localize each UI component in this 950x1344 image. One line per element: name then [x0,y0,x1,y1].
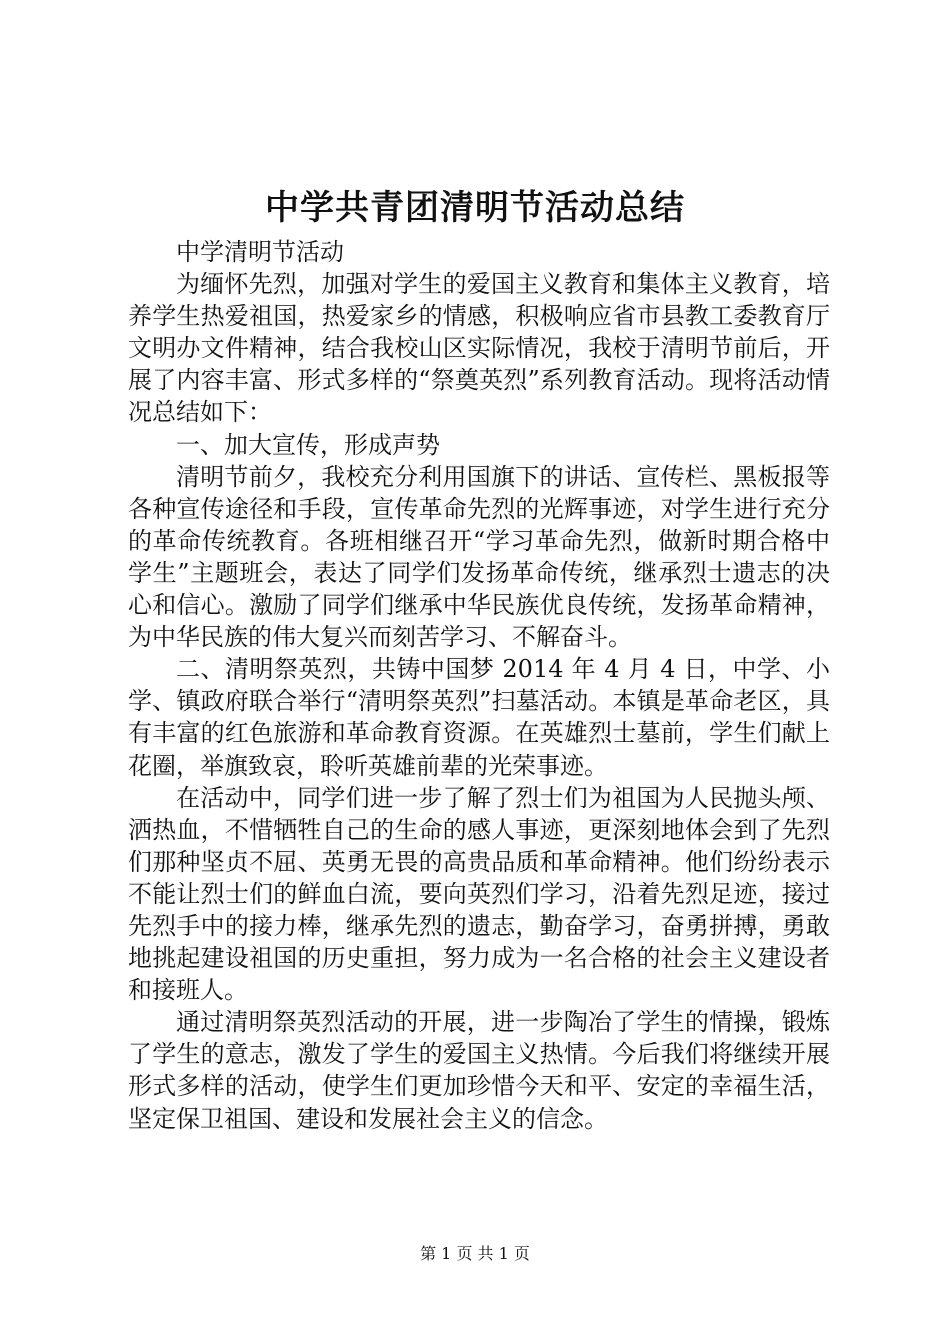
paragraph-activity: 在活动中，同学们进一步了解了烈士们为祖国为人民抛头颅、洒热血，不惜牺牲自己的生命的感人事迹，更深刻地体会到了先烈们那种坚贞不屈、英勇无畏的高贵品质和革命精神。他们纷纷表示不能让烈士们的鲜血白流，要向英烈们学习，沿着先烈足迹，接过先烈手中的接力棒，继承先烈的遗志，勤奋学习，奋勇拼搏，勇敢地挑起建设祖国的历史重担，努力成为一名合格的社会主义建设者和接班人。 [128,783,830,1005]
paragraph-publicity: 清明节前夕，我校充分利用国旗下的讲话、宣传栏、黑板报等各种宣传途径和手段，宣传革命先烈的光辉事迹，对学生进行充分的革命传统教育。各班相继召开“学习革命先烈，做新时期合格中学生”主题班会，表达了同学们发扬革命传统，继承烈士遗志的决心和信心。激励了同学们继承中华民族优良传统，发扬革命精神，为中华民族的伟大复兴而刻苦学习、不解奋斗。 [128,462,830,652]
document-title: 中学共青团清明节活动总结 [265,188,685,228]
document-body [128,236,830,1135]
page-footer: 第 1 页 共 1 页 [420,1244,530,1263]
section-heading-1: 一、加大宣传，形成声势 [176,430,440,459]
paragraph-tomb-sweeping: 二、清明祭英烈，共铸中国梦 2014 年 4 月 4 日，中学、小学、镇政府联合举行“清明祭英烈”扫墓活动。本镇是革命老区，具有丰富的红色旅游和革命教育资源。在英雄烈士墓前，学生们献上花圈，举旗致哀，聆听英雄前辈的光荣事迹。 [128,655,830,780]
paragraph-conclusion: 通过清明祭英烈活动的开展，进一步陶冶了学生的情操，锻炼了学生的意志，激发了学生的爱国主义热情。今后我们将继续开展形式多样的活动，使学生们更加珍惜今天和平、安定的幸福生活，坚定保卫祖国、建设和发展社会主义的信念。 [128,1008,830,1133]
paragraph-subtitle: 中学清明节活动 [176,238,344,266]
paragraph-intro: 为缅怀先烈，加强对学生的爱国主义教育和集体主义教育，培养学生热爱祖国，热爱家乡的情感，积极响应省市县教工委教育厅文明办文件精神，结合我校山区实际情况，我校于清明节前后，开展了内容丰富、形式多样的“祭奠英烈”系列教育活动。现将活动情况总结如下： [128,270,830,427]
